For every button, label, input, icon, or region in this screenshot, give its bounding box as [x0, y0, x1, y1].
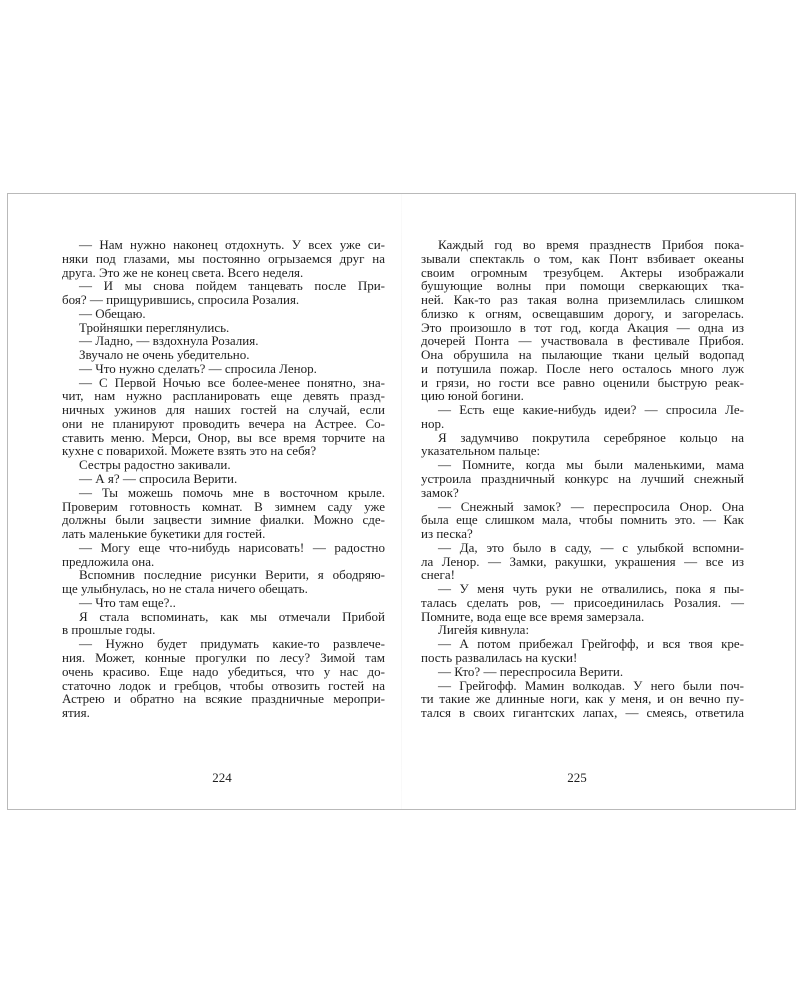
paragraph — [62, 307, 385, 321]
text-line: чит, нам нужно распланировать еще девять празд- — [62, 388, 385, 404]
paragraph — [62, 279, 385, 307]
text-line: ти такие же длинные ноги, как у меня, и он вечно пу- — [421, 691, 744, 707]
paragraph — [62, 610, 385, 638]
text-line: дочерей Понта — участвовала в фестивале Прибоя. — [421, 333, 744, 349]
text-line: нор. — [421, 415, 445, 431]
paragraph — [421, 637, 744, 665]
text-line: своим огромным трезубцем. Актеры изображали — [421, 264, 744, 280]
text-line: в прошлые годы. — [62, 622, 156, 638]
text-line: — Ладно, — вздохнула Розалия. — [79, 333, 259, 349]
paragraph — [62, 596, 385, 610]
paragraph — [421, 458, 744, 499]
text-line: и потушила пожар. После него осталось много луж — [421, 360, 744, 376]
paragraph — [62, 238, 385, 279]
text-line: предложила она. — [62, 553, 155, 569]
text-line: Сестры радостно закивали. — [79, 457, 231, 473]
right-page-text — [421, 238, 744, 720]
text-line: и грязи, но гости все равно оценили быструю реак- — [421, 374, 744, 390]
paragraph — [62, 376, 385, 459]
paragraph — [421, 500, 744, 541]
paragraph — [62, 486, 385, 541]
text-line: замок? — [421, 484, 459, 500]
paragraph — [421, 403, 744, 431]
text-line: — Нам нужно наконец отдохнуть. У всех уже си- — [79, 237, 385, 252]
book-gutter — [401, 194, 402, 809]
text-line: снега! — [421, 567, 455, 583]
text-line: Звучало не очень убедительно. — [79, 347, 250, 363]
text-line: зывали спектакль о том, как Понт взбивает океаны — [421, 250, 744, 266]
paragraph — [62, 362, 385, 376]
text-line: ятия. — [62, 705, 90, 721]
text-line: ничных ужинов для наших гостей на случай, если — [62, 402, 385, 418]
text-line: Я задумчиво покрутила серебряное кольцо на — [438, 429, 744, 445]
text-line: друга. Это же не конец света. Всего неделя. — [62, 264, 304, 280]
text-line: — С Первой Ночью все более-менее понятно, зна- — [79, 374, 385, 390]
text-line: Астрею и обратно на всякие праздничные меропри- — [62, 691, 385, 707]
paragraph — [421, 582, 744, 623]
paragraph — [62, 321, 385, 335]
text-line: из песка? — [421, 526, 473, 542]
paragraph — [62, 472, 385, 486]
paragraph — [421, 665, 744, 679]
paragraph — [62, 458, 385, 472]
text-line: — Могу еще что-нибудь нарисовать! — радостно — [79, 539, 385, 555]
text-line: Тройняшки переглянулись. — [79, 319, 230, 335]
text-line: — У меня чуть руки не отвалились, пока я пы- — [438, 581, 744, 597]
text-line: — Нужно будет придумать какие-то развлече- — [79, 636, 385, 652]
text-line: была еще слишком мала, чтобы помнить это. — Как — [421, 512, 744, 528]
text-line: кухне с поварихой. Можете взять это на себя? — [62, 443, 317, 459]
text-line: няки под глазами, мы постоянно огрызаемся друг на — [62, 250, 385, 266]
text-line: указательном пальце: — [421, 443, 541, 459]
text-line: Проверим готовность комнат. В зимнем саду уже — [62, 498, 385, 514]
text-line: устроила праздничный конкурс на лучший снежный — [421, 471, 744, 487]
text-line: ставить меню. Мерси, Онор, вы все время торчите на — [62, 429, 385, 445]
text-line: — Обещаю. — [79, 305, 146, 321]
text-line: — А потом прибежал Грейгофф, и вся твоя кре- — [438, 636, 744, 652]
paragraph — [62, 541, 385, 569]
text-line: — А я? — спросила Верити. — [79, 471, 238, 487]
text-line: цию юной богини. — [421, 388, 524, 404]
page-number-left: 224 — [212, 770, 232, 785]
text-line: ще улыбнулась, но не стала ничего обещать. — [62, 581, 308, 597]
text-line: бушующие волны при помощи сверкающих тка- — [421, 278, 744, 294]
text-line: боя? — прищурившись, спросила Розалия. — [62, 292, 300, 308]
text-line: они не планируют проводить вечера на Астрее. Со- — [62, 415, 385, 431]
text-line: — Снежный замок? — переспросила Онор. Она — [438, 498, 744, 514]
text-line: тался в своих гигантских лапах, — смеясь, ответила — [421, 705, 744, 721]
paragraph — [421, 623, 744, 637]
text-line: Лигейя кивнула: — [438, 622, 530, 638]
paragraph — [421, 238, 744, 403]
text-line: пость развалилась на куски! — [421, 649, 578, 665]
paragraph — [62, 568, 385, 596]
page-number-right: 225 — [567, 770, 587, 785]
text-line: Помните, вода еще все время замерзала. — [421, 608, 645, 624]
text-line: — И мы снова пойдем танцевать после При- — [79, 278, 385, 294]
text-line: Вспомнив последние рисунки Верити, я ободряю- — [79, 567, 385, 583]
text-line: — Да, это было в саду, — с улыбкой вспомни- — [438, 539, 744, 555]
text-line: — Что там еще?.. — [79, 594, 176, 610]
text-line: — Грейгофф. Мамин волкодав. У него были поч- — [438, 677, 744, 693]
text-line: ла Ленор. — Замки, ракушки, украшения — все из — [421, 553, 744, 569]
text-line: — Есть еще какие-нибудь идеи? — спросила Ле- — [438, 402, 744, 418]
paragraph — [421, 431, 744, 459]
text-line: должны были зацвести зимние фиалки. Можно сде- — [62, 512, 385, 528]
text-line: — Ты можешь помочь мне в восточном крыле. — [79, 484, 385, 500]
text-line: талась сделать ров, — присоединилась Розалия. — — [421, 594, 744, 610]
text-line: статочно лодок и гребцов, чтобы отвозить гостей на — [62, 677, 385, 693]
paragraph — [421, 541, 744, 582]
paragraph — [62, 637, 385, 720]
text-line: ней. Как-то раз такая волна приземлилась слишком — [421, 292, 744, 308]
text-line: Это произошло в тот год, когда Акация — одна из — [421, 319, 744, 335]
text-line: Каждый год во время празднеств Прибоя пока- — [438, 237, 744, 252]
paragraph — [421, 679, 744, 720]
text-line: — Кто? — переспросила Верити. — [438, 663, 624, 679]
text-line: Она обрушила на пылающие ткани целый водопад — [421, 347, 744, 363]
text-line: — Что нужно сделать? — спросила Ленор. — [79, 360, 317, 376]
text-line: лать маленькие букетики для гостей. — [62, 526, 266, 542]
text-line: очень красиво. Еще надо убедиться, что у нас до- — [62, 663, 385, 679]
text-line: Я стала вспоминать, как мы отмечали Прибой — [79, 608, 385, 624]
text-line: ния. Может, конные прогулки по лесу? Зимой там — [62, 649, 385, 665]
paragraph — [62, 334, 385, 348]
text-line: близко к огням, освещавшим дорогу, и загорелась. — [421, 305, 744, 321]
paragraph — [62, 348, 385, 362]
left-page-text — [62, 238, 385, 720]
text-line: — Помните, когда мы были маленькими, мама — [438, 457, 744, 473]
